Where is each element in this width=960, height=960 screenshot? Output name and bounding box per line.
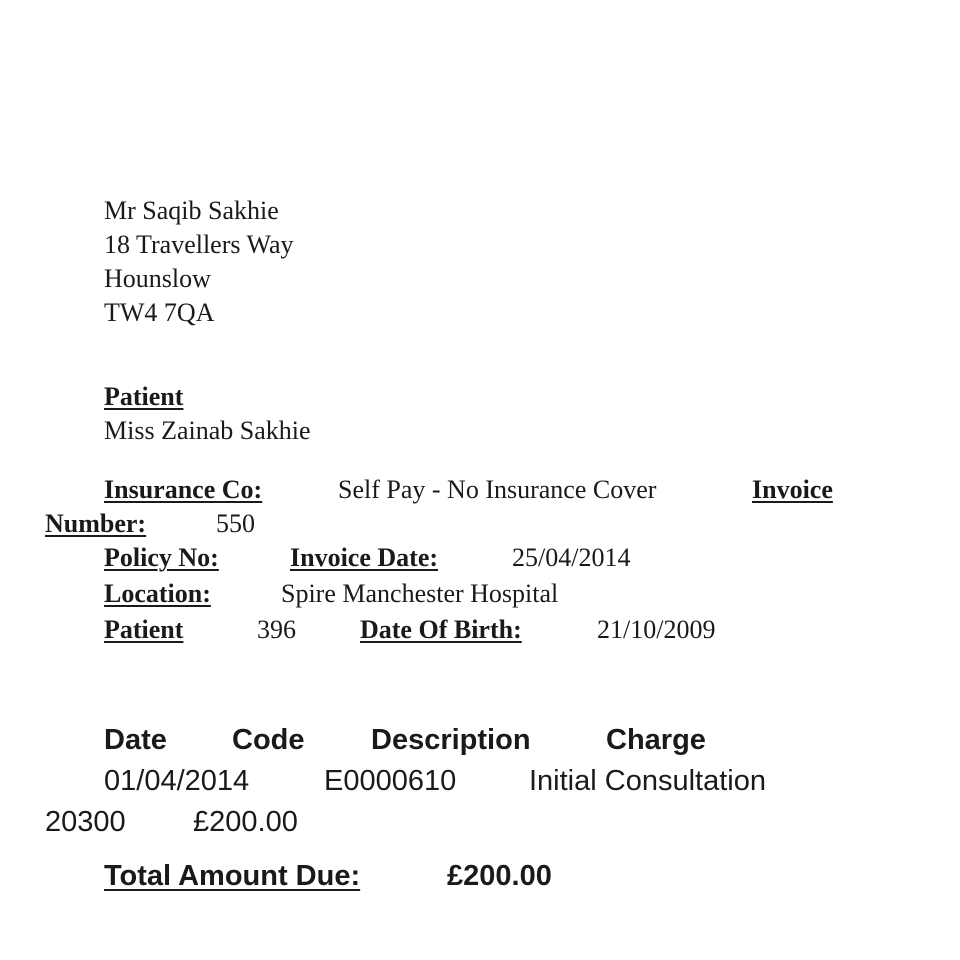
column-header-date: Date [104,724,167,756]
invoice-number-label-part1: Invoice [752,475,833,504]
patient-number: 396 [257,615,296,644]
row-description: Initial Consultation [529,765,766,797]
policy-label: Policy No: [104,543,219,572]
column-header-description: Description [371,724,531,756]
total-label: Total Amount Due: [104,860,361,892]
column-header-code: Code [232,724,305,756]
recipient-town: Hounslow [104,264,211,293]
patient-number-label: Patient [104,615,184,644]
column-header-charge: Charge [606,724,706,756]
total-value: £200.00 [447,860,552,892]
row-charge: £200.00 [193,806,298,838]
location-value: Spire Manchester Hospital [281,579,559,608]
patient-label: Patient [104,382,184,411]
invoice-number-label-part2: Number: [45,509,147,538]
recipient-street: 18 Travellers Way [104,230,294,259]
recipient-postcode: TW4 7QA [104,298,215,327]
row-code: E0000610 [324,765,457,797]
insurance-label: Insurance Co: [104,475,263,504]
location-label: Location: [104,579,211,608]
invoice-date-label: Invoice Date: [290,543,439,572]
dob-label: Date Of Birth: [360,615,522,644]
invoice-date: 25/04/2014 [512,543,631,572]
dob-value: 21/10/2009 [597,615,716,644]
recipient-name: Mr Saqib Sakhie [104,196,279,225]
patient-name: Miss Zainab Sakhie [104,416,311,445]
insurance-value: Self Pay - No Insurance Cover [338,475,657,504]
row-reference: 20300 [45,806,126,838]
row-date: 01/04/2014 [104,765,250,797]
invoice-number: 550 [216,509,255,538]
